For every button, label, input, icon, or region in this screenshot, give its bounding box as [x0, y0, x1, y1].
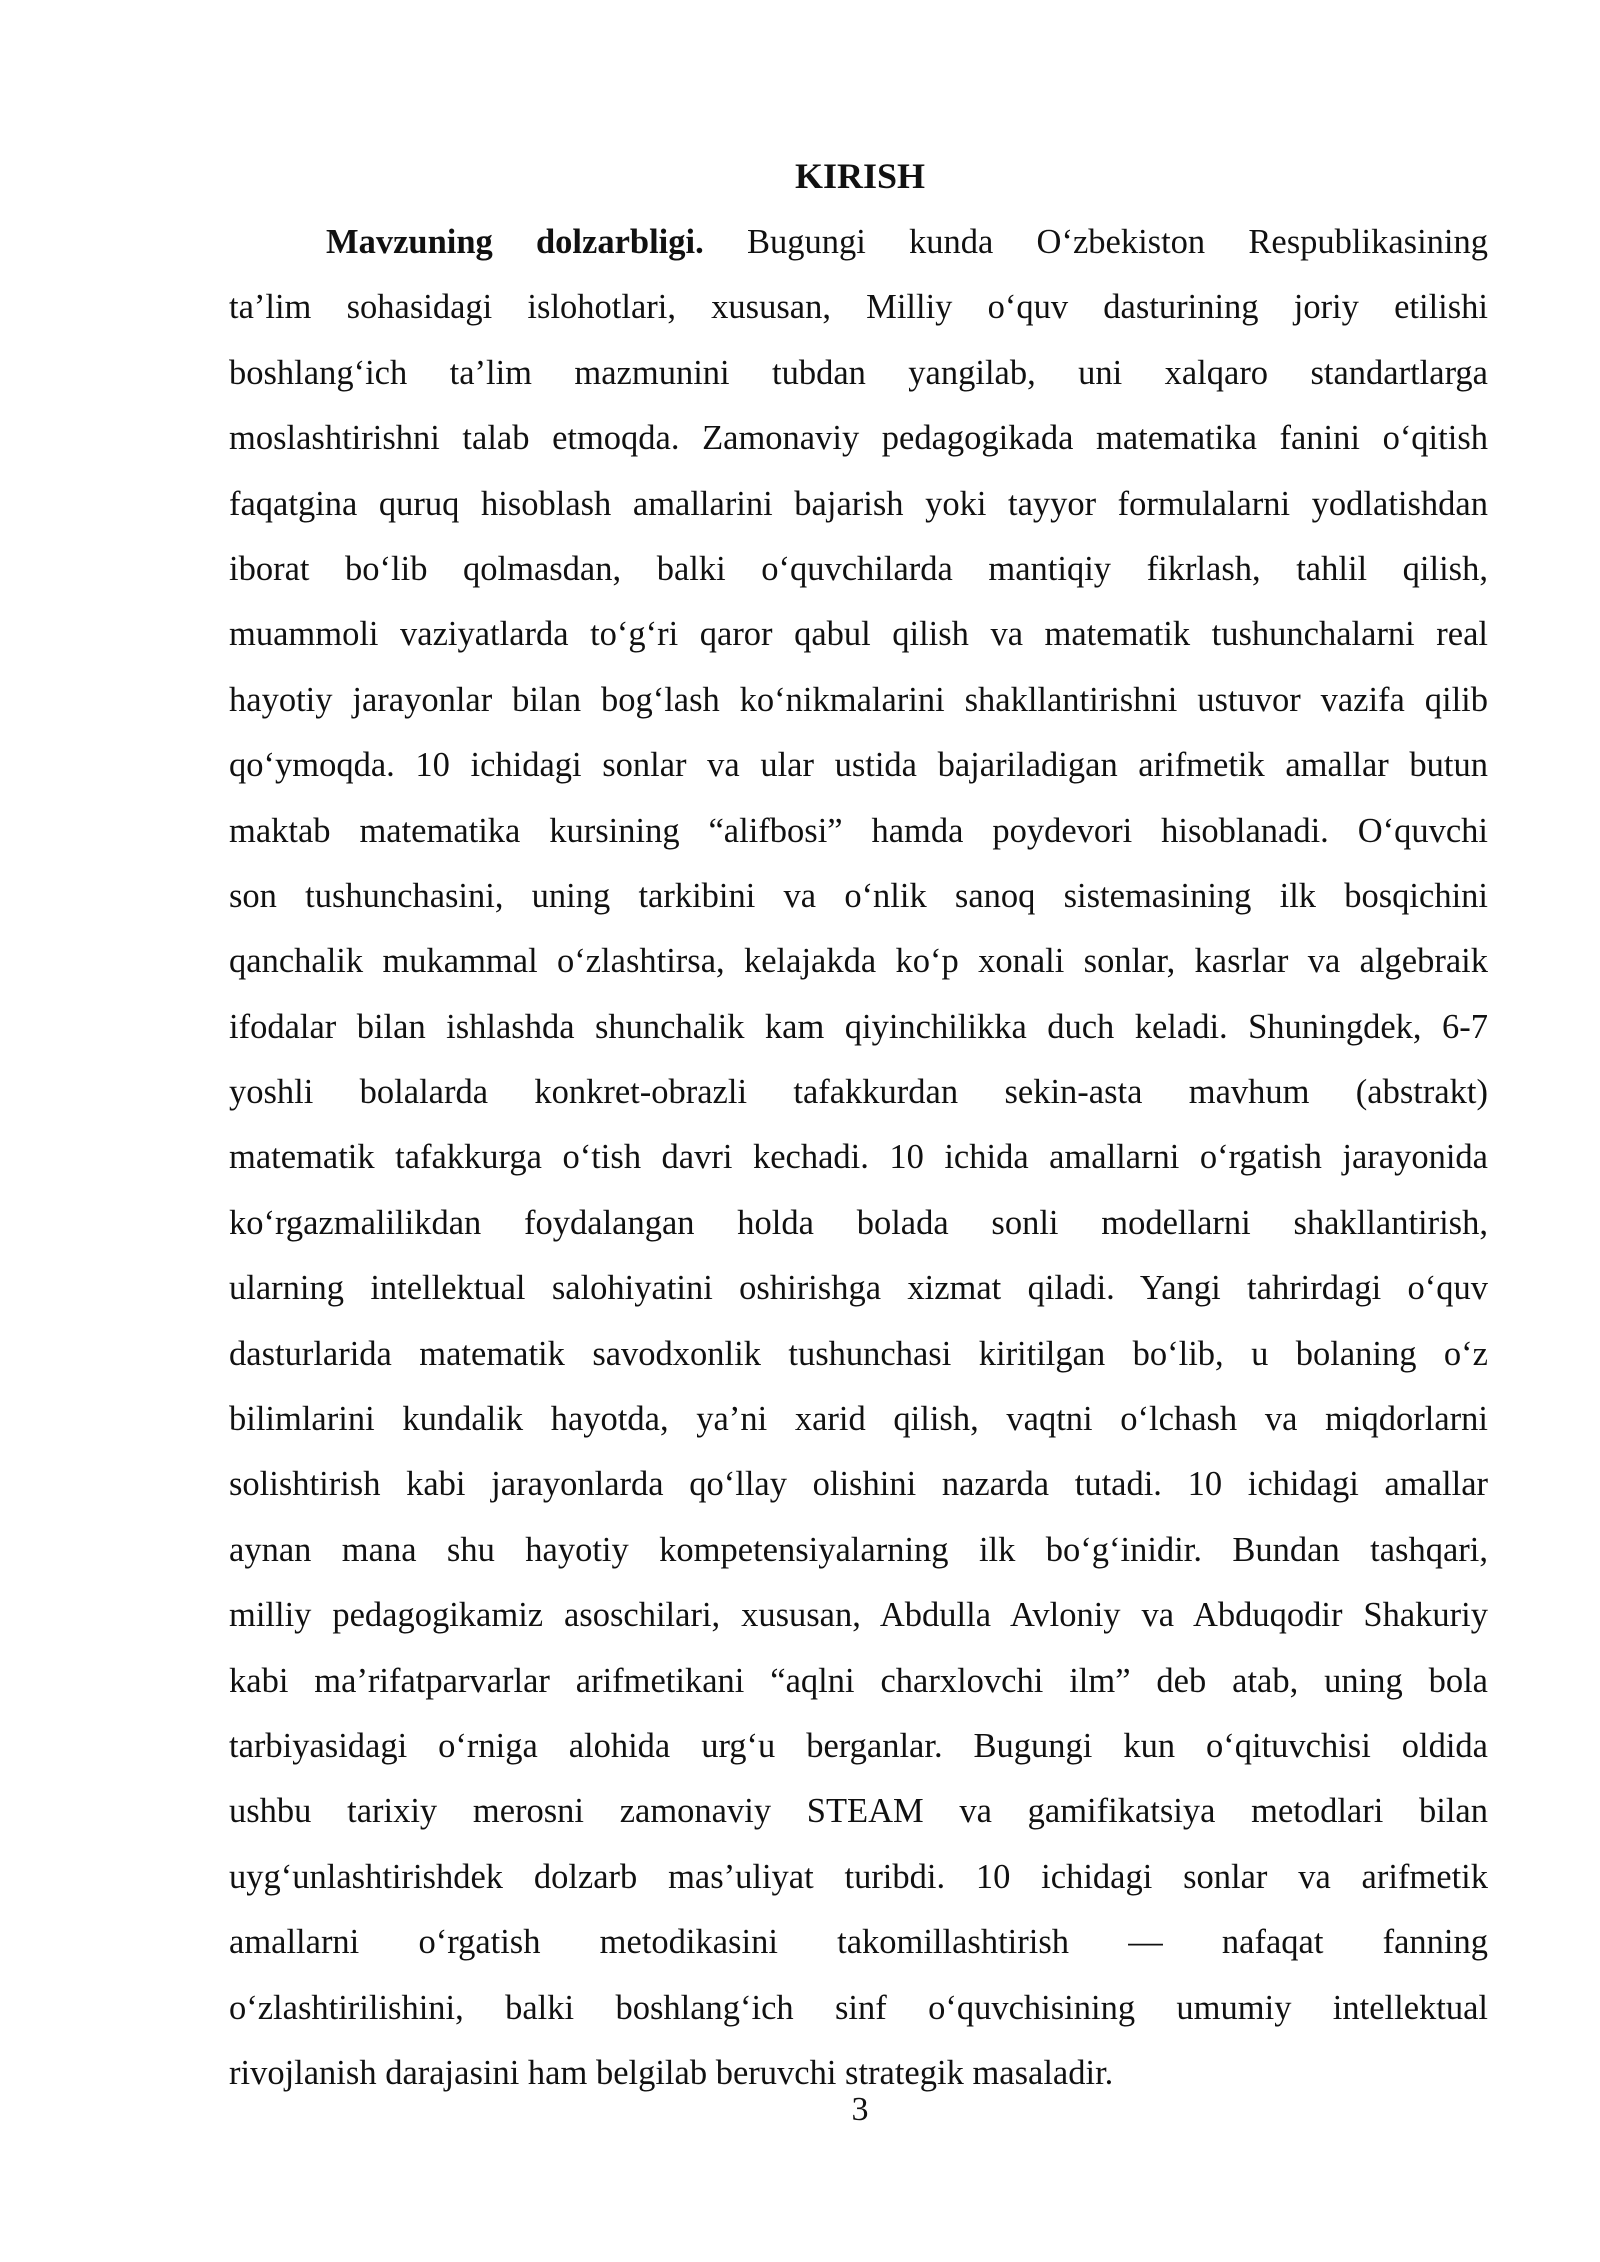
paragraph-line: ushbu tarixiy merosni zamonaviy STEAM va gamifikatsiya metodlari bilan [229, 1792, 1488, 1831]
paragraph-line: muammoli vaziyatlarda to‘g‘ri qaror qabul qilish va matematik tushunchalarni real [229, 615, 1488, 654]
body-paragraph [229, 210, 1488, 2106]
paragraph-line: solishtirish kabi jarayonlarda qo‘llay olishini nazarda tutadi. 10 ichidagi amallar [229, 1465, 1488, 1504]
paragraph-line-text: Bugungi kunda O‘zbekiston Respublikasining [703, 223, 1488, 261]
paragraph-line: qanchalik mukammal o‘zlashtirsa, kelajakda ko‘p xonali sonlar, kasrlar va algebraik [229, 942, 1488, 981]
paragraph-line: ifodalar bilan ishlashda shunchalik kam qiyinchilikka duch keladi. Shuningdek, 6-7 [229, 1007, 1488, 1046]
paragraph-line: milliy pedagogikamiz asoschilari, xususan, Abdulla Avloniy va Abduqodir Shakuriy [229, 1596, 1488, 1635]
paragraph-line: tarbiyasidagi o‘rniga alohida urg‘u berganlar. Bugungi kun o‘qituvchisi oldida [229, 1726, 1488, 1765]
section-heading: KIRISH [794, 156, 926, 196]
paragraph-line: ko‘rgazmalilikdan foydalangan holda bolada sonli modellarni shakllantirish, [229, 1203, 1488, 1242]
paragraph-lead: Mavzuning dolzarbligi. [326, 223, 704, 261]
paragraph-line [229, 210, 1488, 275]
paragraph-line: uyg‘unlashtirishdek dolzarb mas’uliyat turibdi. 10 ichidagi sonlar va arifmetik [229, 1857, 1488, 1896]
paragraph-line: faqatgina quruq hisoblash amallarini bajarish yoki tayyor formulalarni yodlatishdan [229, 484, 1488, 523]
paragraph-line: son tushunchasini, uning tarkibini va o‘nlik sanoq sistemasining ilk bosqichini [229, 876, 1488, 915]
paragraph-line: kabi ma’rifatparvarlar arifmetikani “aqlni charxlovchi ilm” deb atab, uning bola [229, 1661, 1488, 1700]
paragraph-line: ularning intellektual salohiyatini oshirishga xizmat qiladi. Yangi tahrirdagi o‘quv [229, 1269, 1488, 1308]
paragraph-line: dasturlarida matematik savodxonlik tushunchasi kiritilgan bo‘lib, u bolaning o‘z [229, 1334, 1488, 1373]
paragraph-line: qo‘ymoqda. 10 ichidagi sonlar va ular ustida bajariladigan arifmetik amallar butun [229, 746, 1488, 785]
paragraph-line: iborat bo‘lib qolmasdan, balki o‘quvchilarda mantiqiy fikrlash, tahlil qilish, [229, 549, 1488, 588]
paragraph-line: rivojlanish darajasini ham belgilab beruvchi strategik masaladir. [229, 2053, 1114, 2092]
paragraph-line: boshlang‘ich ta’lim mazmunini tubdan yangilab, uni xalqaro standartlarga [229, 353, 1488, 392]
paragraph-line: yoshli bolalarda konkret-obrazli tafakkurdan sekin-asta mavhum (abstrakt) [229, 1073, 1488, 1112]
paragraph-line: amallarni o‘rgatish metodikasini takomillashtirish — nafaqat fanning [229, 1923, 1488, 1962]
paragraph-line: matematik tafakkurga o‘tish davri kechadi. 10 ichida amallarni o‘rgatish jarayonida [229, 1138, 1488, 1177]
paragraph-line: hayotiy jarayonlar bilan bog‘lash ko‘nikmalarini shakllantirishni ustuvor vazifa qilib [229, 680, 1488, 719]
paragraph-line: o‘zlashtirilishini, balki boshlang‘ich sinf o‘quvchisining umumiy intellektual [229, 1988, 1488, 2027]
paragraph-line: bilimlarini kundalik hayotda, ya’ni xarid qilish, vaqtni o‘lchash va miqdorlarni [229, 1400, 1488, 1439]
page-number: 3 [851, 2091, 869, 2128]
paragraph-line: maktab matematika kursining “alifbosi” hamda poydevori hisoblanadi. O‘quvchi [229, 811, 1488, 850]
paragraph-line: moslashtirishni talab etmoqda. Zamonaviy pedagogikada matematika fanini o‘qitish [229, 419, 1488, 458]
paragraph-line: aynan mana shu hayotiy kompetensiyalarning ilk bo‘g‘inidir. Bundan tashqari, [229, 1530, 1488, 1569]
paragraph-line: ta’lim sohasidagi islohotlari, xususan, Milliy o‘quv dasturining joriy etilishi [229, 288, 1488, 327]
